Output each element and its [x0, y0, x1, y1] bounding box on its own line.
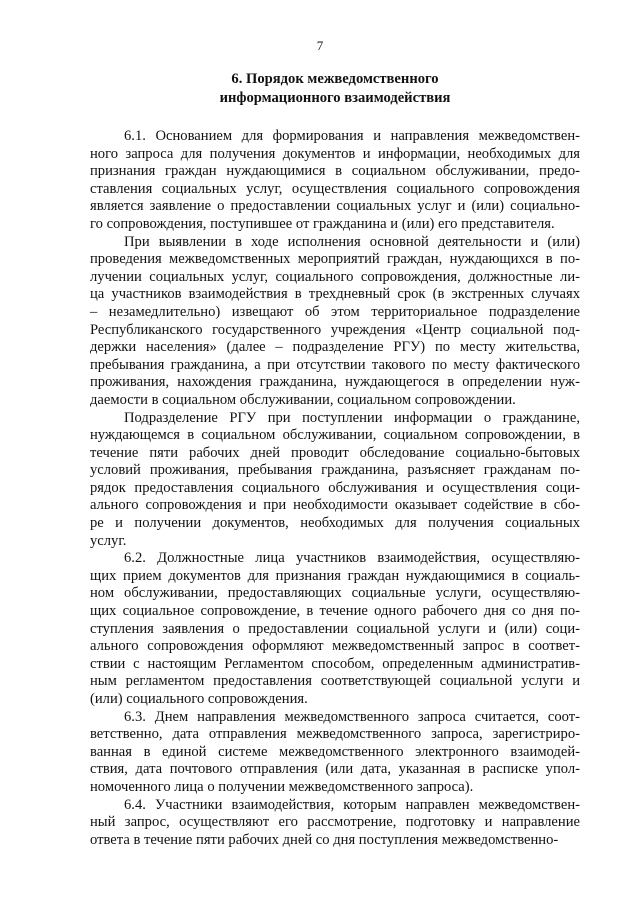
text-line: услуг.: [90, 532, 127, 549]
text-line: держки населения» (далее – подразделение РГУ) по месту жительства,: [90, 339, 580, 356]
text-line: 6.3. Днем направления межведомственного запроса считается, соот-: [124, 708, 580, 725]
section-body: [90, 128, 580, 849]
section-heading-line-1: 6. Порядок межведомственного: [231, 71, 439, 87]
text-line: является заявление о предоставлении социальных услуг и (или) социально-: [90, 198, 580, 215]
text-line: ным регламентом предоставления соответствующей социальной услуги и: [90, 673, 580, 690]
text-line: лучении социальных услуг, социального сопровождения, должностные ли-: [90, 268, 580, 285]
text-line: ного запроса для получения документов и информации, необходимых для: [90, 145, 580, 162]
text-line: (или) социального сопровождения.: [90, 691, 308, 707]
text-line: признания граждан нуждающимися в социальном обслуживании, предо-: [90, 163, 580, 180]
text-line: ставления социальных услуг, осуществления социального сопровождения: [90, 180, 580, 197]
paragraph: [90, 797, 580, 850]
text-line: 6.2. Должностные лица участников взаимодействия, осуществляю-: [124, 550, 580, 567]
paragraph: [90, 128, 580, 234]
text-line: щих прием документов для признания граждан нуждающимися в социаль-: [90, 567, 580, 584]
text-line: ветственно, дата отправления межведомственного запроса, зарегистриро-: [90, 726, 580, 743]
text-line: номоченного лица о получении межведомственного запроса).: [90, 778, 474, 795]
paragraph: [90, 410, 580, 551]
text-line: При выявлении в ходе исполнения основной деятельности и (или): [124, 233, 580, 250]
text-line: даемости в социальном обслуживании, социальном сопровождении.: [90, 391, 516, 408]
text-line: проведения межведомственных мероприятий граждан, нуждающихся в по-: [90, 251, 580, 268]
text-line: 6.4. Участники взаимодействия, которым направлен межведомствен-: [124, 796, 580, 813]
page-number: 7: [316, 38, 324, 53]
text-line: ального сопровождения и при необходимости оказывает содействие в сбо-: [90, 497, 580, 514]
text-line: ствии с настоящим Регламентом способом, определенным административ-: [90, 655, 580, 672]
text-line: ном обслуживании, предоставляющих социальные услуги, осуществляю-: [90, 585, 580, 602]
text-line: 6.1. Основанием для формирования и направления межведомствен-: [124, 128, 580, 144]
text-line: ре и получении документов, необходимых для получения социальных: [90, 515, 580, 532]
text-line: ванная в единой системе межведомственного электронного взаимодей-: [90, 743, 580, 760]
text-line: ствия, дата почтового отправления (или дата, указанная в расписке упол-: [90, 761, 580, 778]
text-line: Республиканского государственного учреждения «Центр социальной под-: [90, 321, 580, 338]
text-line: проживания, нахождения гражданина, нуждающегося в определении нуж-: [90, 374, 580, 391]
text-line: ступления заявления о предоставлении социальной услуги и (или) соци-: [90, 620, 580, 637]
text-line: – незамедлительно) извещают об этом территориальное подразделение: [90, 303, 580, 320]
text-line: ального сопровождения оформляют межведомственный запрос в соответ-: [90, 638, 580, 655]
text-line: го сопровождения, поступившее от гражданина и (или) его представителя.: [90, 215, 555, 232]
text-line: ца участников взаимодействия в трехдневный срок (в экстренных случаях: [90, 286, 580, 303]
text-line: течение пяти рабочих дней проводит обследование социально-бытовых: [90, 444, 580, 461]
text-line: ный запрос, осуществляют его рассмотрение, подготовку и направление: [90, 814, 580, 831]
text-line: щих социальное сопровождение, в течение одного рабочего дня со дня по-: [90, 603, 580, 620]
text-line: ответа в течение пяти рабочих дней со дня поступления межведомственно-: [90, 831, 559, 848]
text-line: условий проживания, пребывания гражданина, разъясняет гражданам по-: [90, 462, 580, 479]
paragraph: [90, 550, 580, 708]
paragraph: [90, 234, 580, 410]
text-line: Подразделение РГУ при поступлении информации о гражданине,: [124, 409, 580, 426]
text-line: нуждающемся в социальном обслуживании, социальном сопровождении, в: [90, 427, 580, 444]
text-line: рядок предоставления социального обслуживания и осуществления соци-: [90, 479, 580, 496]
text-line: пребывания гражданина, а при отсутствии такового по месту фактического: [90, 356, 580, 373]
paragraph: [90, 709, 580, 797]
section-heading: [90, 70, 580, 108]
section-heading-line-2: информационного взаимодействия: [219, 90, 451, 106]
